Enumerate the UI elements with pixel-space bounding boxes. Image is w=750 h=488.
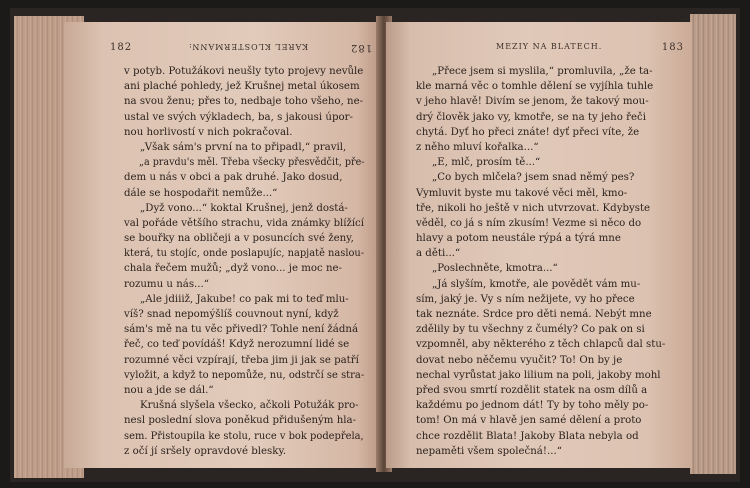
text-line: nepaměti všem společná!...“ bbox=[416, 445, 562, 457]
right-running-title: MEZIY NA BLATECH. bbox=[496, 42, 603, 51]
text-line: ani plaché pohledy, jež Krušnej metal úkosem bbox=[124, 81, 360, 93]
left-page-number: 182 bbox=[110, 42, 133, 53]
text-line: tom! On má v hlavě jen samé dělení a proto bbox=[416, 415, 642, 427]
text-line: „Však sám's první na to připadl,“ pravil, bbox=[140, 141, 347, 153]
text-line: „Ale jdiiiž, Jakube! co pak mi to teď mlu- bbox=[140, 293, 349, 305]
text-line: drý člověk jako vy, kmotře, se na ty jeho řeči bbox=[416, 111, 646, 123]
text-line: „E, mlč, prosím tě...“ bbox=[432, 157, 541, 169]
text-line: sem. Přistoupila ke stolu, ruce v bok podepřela, bbox=[124, 430, 364, 442]
left-page-number-mirror: 182 bbox=[349, 42, 372, 53]
text-line: dále se hospodařit nemůže...“ bbox=[124, 187, 278, 199]
text-line: tře, nikoli ho ještě v nich utvrzovat. Kdybyste bbox=[416, 202, 651, 214]
text-line: na svou ženu; přes to, nedbaje toho všeho, ne- bbox=[124, 96, 364, 108]
text-line: nou a jde se dál.“ bbox=[124, 384, 214, 396]
text-line: rozumné věci vzpírají, třeba jim ji jak se patří bbox=[124, 354, 359, 366]
text-line: vyložit, a když to nepomůže, nu, odstrčí se stra- bbox=[124, 369, 365, 381]
text-line: nesl poslední slova poněkud přidušeným hla- bbox=[124, 415, 357, 427]
text-line: se bouřky na obličeji a v posuncích své ženy, bbox=[124, 233, 354, 245]
text-line: řeč, co teď povídáš! Když nerozumní lidé se bbox=[124, 339, 350, 351]
left-running-title: KAREL KLOSTERMANN: bbox=[188, 42, 309, 51]
text-line: hlavy a potom neustále rýpá a týrá mne bbox=[416, 233, 621, 245]
text-line: rozumu u nás...“ bbox=[124, 278, 209, 290]
text-line: „Přece jsem si myslila,“ promluvila, „že ta- bbox=[432, 66, 653, 77]
text-line: sím, jaký je. Vy s ním nežijete, vy ho přece bbox=[416, 293, 635, 305]
right-page bbox=[386, 22, 692, 468]
text-line: chce rozdělit Blata! Jakoby Blata nebyla od bbox=[416, 430, 639, 442]
text-line: „Dyž vono...“ koktal Krušnej, jenž dostá- bbox=[140, 202, 348, 214]
text-line: z očí jí sršely opravdové blesky. bbox=[124, 445, 287, 457]
text-line: chala řečem mužů; „dyž vono... je moc ne- bbox=[124, 263, 342, 275]
text-line: věděl, co já s ním zkusím! Vezme si něco do bbox=[416, 217, 642, 229]
text-line: před svou smrtí rozdělit statek na osm dílů a bbox=[416, 384, 648, 396]
text-line: „a pravdu's měl. Třeba všecky přesvědčit, pře- bbox=[139, 157, 365, 169]
text-line: dovat nebo něčemu vyučit? To! On by je bbox=[416, 354, 623, 366]
text-line: „Co bych mlčela? jsem snad němý pes? bbox=[432, 172, 635, 184]
text-line: „Já slyším, kmotře, ale povědět vám mu- bbox=[432, 278, 641, 290]
text-line: Krušná slyšela všecko, ačkoli Potužák pro- bbox=[140, 400, 359, 412]
text-line: z něho mluví kořalka...“ bbox=[416, 141, 539, 153]
text-line: v jeho hlavě! Divím se jenom, že takový mou- bbox=[416, 96, 649, 108]
text-line: sám's mě na tu věc přivedl? Tohle není žádná bbox=[124, 324, 359, 336]
text-line: nechal vyrůstat jako lilium na poli, jakoby mohl bbox=[416, 369, 661, 381]
text-line: ustal ve svých výkladech, ba, s jakousi úpor- bbox=[124, 111, 353, 123]
text-line: v potyb. Potužákovi neušly tyto projevy nevůle bbox=[124, 66, 364, 77]
text-line: každému po jednom dát! Ty by toho měly po- bbox=[416, 400, 649, 412]
text-line: kle marná věc o tomhle dělení se vyjíhla tuhle bbox=[416, 81, 654, 93]
text-line: nou horlivostí v nich pokračoval. bbox=[124, 126, 293, 138]
text-line: a děti...“ bbox=[416, 248, 461, 260]
text-line: Vymluvit byste mu takové věci měl, kmo- bbox=[416, 187, 628, 199]
text-line: která, tu stojíc, onde poslapujíc, napjatě naslou- bbox=[124, 248, 365, 260]
text-line: chytá. Dyť ho přeci znáte! dyť přeci víte, že bbox=[416, 126, 640, 138]
text-line: dem u nás v obci a pak druhé. Jako dosud, bbox=[124, 172, 343, 184]
text-line: vzpomněl, aby některého z těch chlapců dal stu- bbox=[416, 339, 666, 351]
left-page bbox=[64, 22, 382, 468]
text-line: „Poslechněte, kmotra...“ bbox=[432, 263, 558, 275]
page-edges-right bbox=[690, 14, 736, 474]
left-text-block bbox=[124, 64, 364, 459]
right-text-block bbox=[416, 64, 682, 459]
right-page-number: 183 bbox=[661, 42, 684, 53]
text-line: víš? snad nepomýšlíš couvnout nyní, když bbox=[124, 309, 339, 320]
text-line: tak neznáte. Srdce pro děti nemá. Nebýt mne bbox=[416, 309, 652, 320]
text-line: val pořáde většího strachu, vida známky blížící bbox=[124, 217, 364, 229]
text-line: zdělily by tu všechny z čumély? Co pak on si bbox=[416, 324, 645, 336]
